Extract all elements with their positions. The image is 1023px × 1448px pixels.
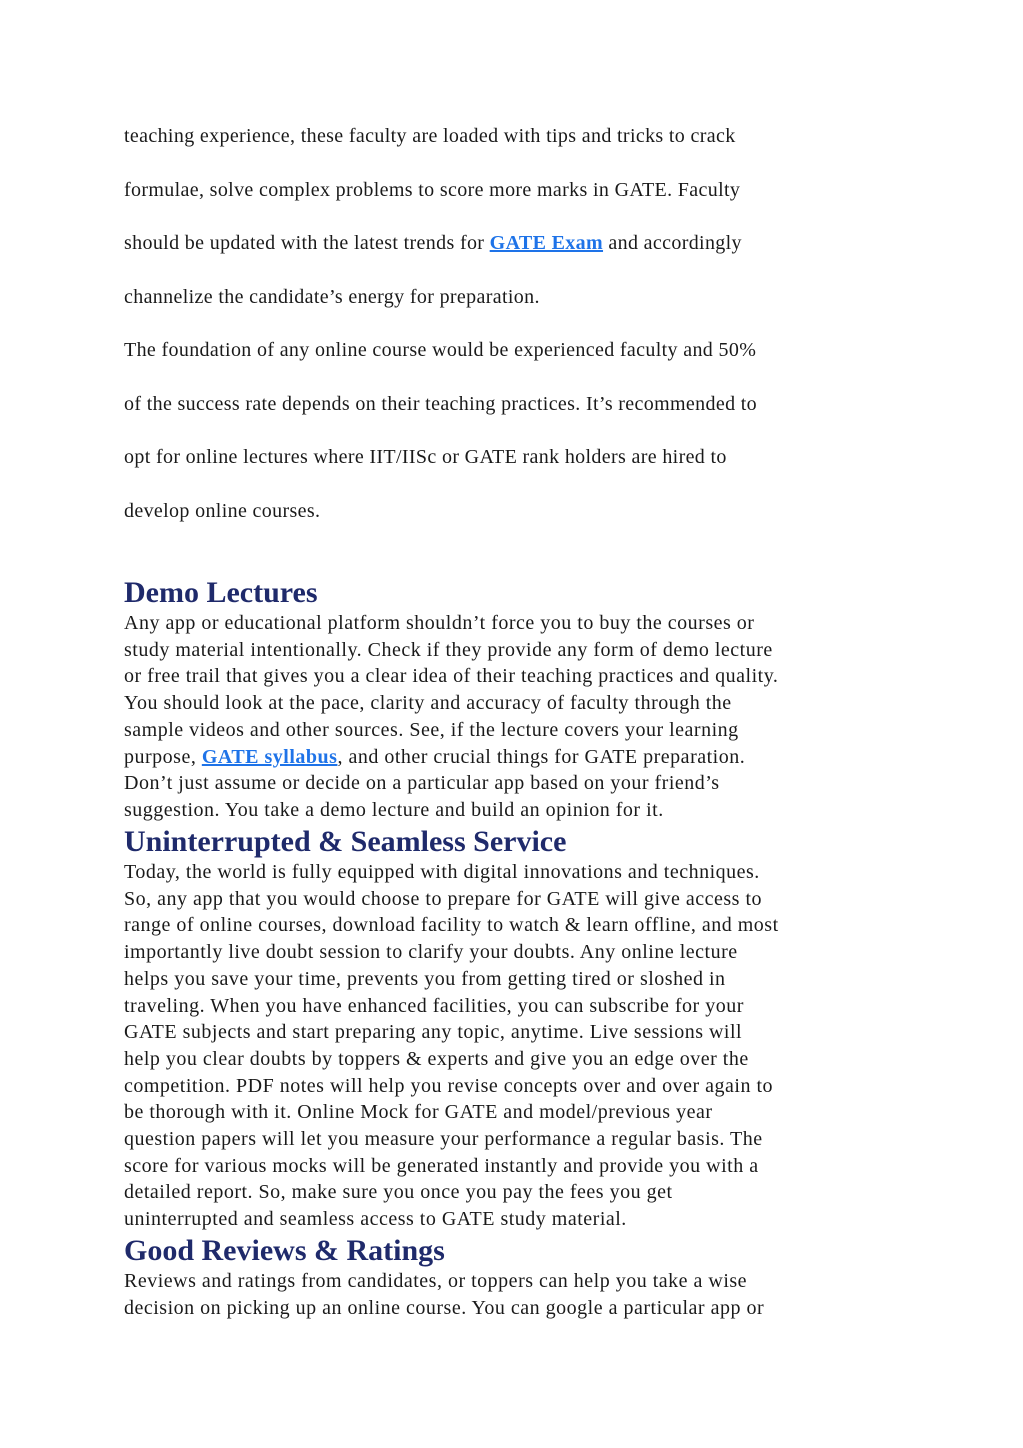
- text-line-with-link: [124, 744, 924, 771]
- gate-syllabus-link[interactable]: GATE syllabus: [201, 745, 338, 768]
- text-line: teaching experience, these faculty are loaded with tips and tricks to crack: [124, 125, 736, 147]
- text-segment: purpose,: [124, 745, 202, 768]
- text-segment: , and other crucial things for GATE preparation.: [337, 745, 746, 768]
- text-line: or free trail that gives you a clear idea of their teaching practices and quality.: [124, 665, 779, 688]
- intro-paragraph-foundation: [124, 324, 924, 538]
- section-heading-demo-lectures: Demo Lectures: [124, 576, 318, 609]
- gate-exam-link[interactable]: GATE Exam: [489, 232, 604, 254]
- text-line: formulae, solve complex problems to score more marks in GATE. Faculty: [124, 178, 741, 201]
- text-line: channelize the candidate’s energy for preparation.: [124, 285, 540, 308]
- text-line: study material intentionally. Check if they provide any form of demo lecture: [124, 638, 773, 661]
- section-heading-seamless-service: Uninterrupted & Seamless Service: [124, 825, 567, 858]
- text-line: decision on picking up an online course. You can google a particular app or: [124, 1296, 765, 1319]
- text-line: help you clear doubts by toppers & experts and give you an edge over the: [124, 1047, 749, 1070]
- text-line: score for various mocks will be generated instantly and provide you with a: [124, 1154, 759, 1177]
- text-line: of the success rate depends on their teaching practices. It’s recommended to: [124, 392, 758, 415]
- text-line: competition. PDF notes will help you revise concepts over and over again to: [124, 1074, 774, 1097]
- text-line: So, any app that you would choose to prepare for GATE will give access to: [124, 887, 763, 910]
- demo-lectures-paragraph: [124, 610, 924, 824]
- intro-paragraph-faculty: [124, 110, 924, 324]
- text-line: range of online courses, download facility to watch & learn offline, and most: [124, 914, 779, 937]
- section-heading-reviews-ratings: Good Reviews & Ratings: [124, 1234, 445, 1267]
- text-line: GATE subjects and start preparing any topic, anytime. Live sessions will: [124, 1021, 743, 1044]
- text-line: importantly live doubt session to clarify your doubts. Any online lecture: [124, 941, 738, 964]
- text-line: opt for online lectures where IIT/IISc or GATE rank holders are hired to: [124, 446, 727, 468]
- text-line: Reviews and ratings from candidates, or toppers can help you take a wise: [124, 1270, 748, 1292]
- text-segment: should be updated with the latest trends for: [124, 232, 490, 254]
- text-line: Don’t just assume or decide on a particular app based on your friend’s: [124, 772, 720, 795]
- text-line: be thorough with it. Online Mock for GATE and model/previous year: [124, 1101, 713, 1124]
- reviews-ratings-paragraph: [124, 1268, 924, 1321]
- text-line: The foundation of any online course would be experienced faculty and 50%: [124, 339, 757, 361]
- text-line: uninterrupted and seamless access to GATE study material.: [124, 1208, 627, 1231]
- text-line-with-link: [124, 217, 924, 271]
- text-line: develop online courses.: [124, 499, 321, 522]
- text-line: traveling. When you have enhanced facilities, you can subscribe for your: [124, 994, 744, 1017]
- seamless-service-paragraph: [124, 859, 924, 1233]
- text-line: helps you save your time, prevents you from getting tired or sloshed in: [124, 967, 726, 990]
- text-line: question papers will let you measure your performance a regular basis. The: [124, 1128, 763, 1151]
- text-line: You should look at the pace, clarity and accuracy of faculty through the: [124, 692, 732, 715]
- text-line: suggestion. You take a demo lecture and build an opinion for it.: [124, 798, 664, 821]
- text-line: detailed report. So, make sure you once you pay the fees you get: [124, 1181, 673, 1204]
- text-line: Any app or educational platform shouldn’t force you to buy the courses or: [124, 612, 755, 634]
- text-line: sample videos and other sources. See, if the lecture covers your learning: [124, 718, 739, 741]
- text-segment: and accordingly: [603, 232, 742, 254]
- text-line: Today, the world is fully equipped with digital innovations and techniques.: [124, 861, 760, 883]
